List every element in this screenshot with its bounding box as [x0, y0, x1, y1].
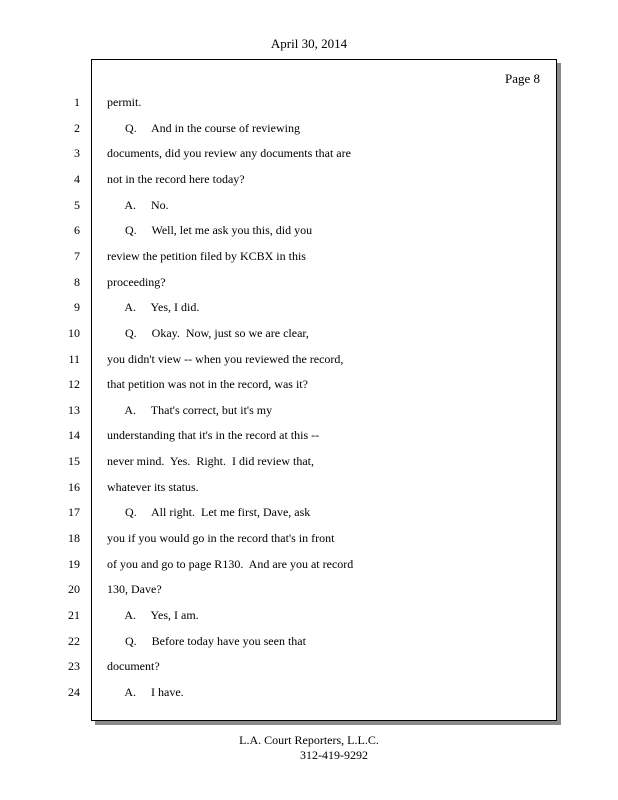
line-number: 7	[74, 249, 80, 263]
line-text: Q. Well, let me ask you this, did you	[107, 223, 313, 237]
line-number: 10	[68, 326, 80, 340]
line-text: Q. And in the course of reviewing	[107, 121, 300, 135]
line-number: 9	[74, 300, 80, 314]
line-text: you if you would go in the record that's in front	[107, 531, 335, 545]
line-number: 3	[74, 146, 80, 160]
line-text: whatever its status.	[107, 480, 199, 494]
line-text: A. Yes, I did.	[107, 300, 200, 314]
line-number: 19	[68, 557, 80, 571]
line-text: A. Yes, I am.	[107, 608, 199, 622]
line-text: that petition was not in the record, was it?	[107, 377, 308, 391]
line-text: documents, did you review any documents that are	[107, 146, 351, 160]
line-number: 23	[68, 659, 80, 673]
footer-company: L.A. Court Reporters, L.L.C.	[239, 733, 379, 747]
line-text: Q. Before today have you seen that	[107, 634, 306, 648]
line-text: A. No.	[107, 198, 169, 212]
line-number: 11	[68, 352, 80, 366]
footer-phone: 312-419-9292	[300, 748, 368, 762]
line-text: A. That's correct, but it's my	[107, 403, 273, 417]
line-number: 16	[68, 480, 80, 494]
line-text: proceeding?	[107, 275, 166, 289]
line-number: 2	[74, 121, 80, 135]
line-number: 1	[74, 95, 80, 109]
line-number: 20	[68, 582, 80, 596]
line-text: review the petition filed by KCBX in this	[107, 249, 306, 263]
line-text: permit.	[107, 95, 142, 109]
line-number: 8	[74, 275, 80, 289]
line-text: 130, Dave?	[107, 582, 162, 596]
line-number: 22	[68, 634, 80, 648]
line-text: you didn't view -- when you reviewed the record,	[107, 352, 344, 366]
line-text: Q. Okay. Now, just so we are clear,	[107, 326, 309, 340]
line-number: 17	[68, 505, 80, 519]
line-number: 13	[68, 403, 80, 417]
line-text: never mind. Yes. Right. I did review that,	[107, 454, 314, 468]
line-number: 14	[68, 428, 80, 442]
transcript-date: April 30, 2014	[270, 36, 348, 51]
line-number: 5	[74, 198, 80, 212]
page-number: Page 8	[504, 71, 540, 86]
line-number: 15	[68, 454, 80, 468]
line-text: A. I have.	[107, 685, 184, 699]
line-number: 6	[74, 223, 80, 237]
line-number: 12	[68, 377, 80, 391]
line-number: 24	[68, 685, 80, 699]
line-number: 4	[74, 172, 80, 186]
line-text: document?	[107, 659, 160, 673]
line-text: Q. All right. Let me first, Dave, ask	[107, 505, 311, 519]
line-text: not in the record here today?	[107, 172, 245, 186]
line-number: 21	[68, 608, 80, 622]
line-number: 18	[68, 531, 80, 545]
line-text: of you and go to page R130. And are you at record	[107, 557, 354, 571]
line-text: understanding that it's in the record at this --	[107, 428, 320, 442]
